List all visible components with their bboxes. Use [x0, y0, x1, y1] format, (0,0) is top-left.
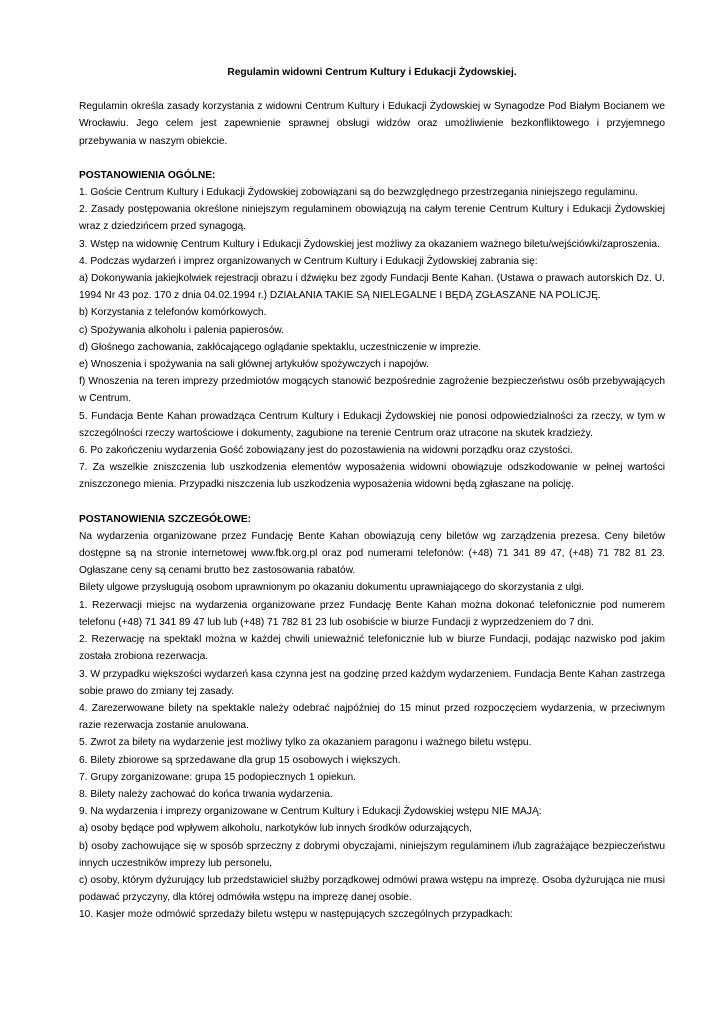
detailed-item: Na wydarzenia organizowane przez Fundację Bente Kahan obowiązują ceny biletów wg zarządzenia prezesa. Ceny biletów dostępne są na stronie internetowej www.fbk.org.pl oraz pod numerami telefonów: (+48) 71 341 89 47, (+48) 71 782 81 23. Ogłaszane ceny są cenami brutto bez zastosowania rabatów.: [79, 530, 665, 577]
document-title: Regulamin widowni Centrum Kultury i Edukacji Żydowskiej.: [227, 67, 517, 78]
detailed-item: c) osoby, którym dyżurujący lub przedstawiciel służby porządkowej odmówi prawa wstępu na imprezę. Osoba dyżurująca nie musi podawać przyczyny, dla której odmówiła wstępu na imprezę danej osobie.: [79, 874, 665, 904]
document-page: [79, 64, 665, 924]
general-provisions-section: [79, 167, 665, 494]
detailed-item: b) osoby zachowujące się w sposób sprzeczny z dobrymi obyczajami, niniejszym regulaminem i/lub zagrażające bezpieczeństwu innych uczestników imprezy lub personelu,: [79, 840, 665, 869]
detailed-provisions-heading: POSTANOWIENIA SZCZEGÓŁOWE:: [79, 513, 252, 525]
detailed-item: 5. Zwrot za bilety na wydarzenie jest możliwy tylko za okazaniem paragonu i ważnego biletu wstępu.: [79, 737, 532, 749]
intro-paragraph: Regulamin określa zasady korzystania z widowni Centrum Kultury i Edukacji Żydowskiej w Synagodze Pod Białym Bocianem we Wrocławiu. Jego celem jest zapewnienie sprawnej obsługi widzów oraz umożliwienie bezkonfliktowego i przyjemnego przebywania w naszym obiekcie.: [79, 101, 665, 147]
detailed-item: 10. Kasjer może odmówić sprzedaży biletu wstępu w następujących szczególnych przypadkach:: [79, 909, 513, 921]
general-item: 1. Goście Centrum Kultury i Edukacji Żydowskiej zobowiązani są do bezwzględnego przestrzegania niniejszego regulaminu.: [79, 187, 638, 199]
detailed-item: 8. Bilety należy zachować do końca trwania wydarzenia.: [79, 788, 333, 800]
general-item: 5. Fundacja Bente Kahan prowadząca Centrum Kultury i Edukacji Żydowskiej nie ponosi odpowiedzialności za rzeczy, w tym w szczególności rzeczy wartościowe i dokumenty, zagubione na terenie Centrum oraz utracone na skutek kradzieży.: [79, 410, 665, 439]
detailed-provisions-section: [79, 511, 665, 924]
general-item: c) Spożywania alkoholu i palenia papierosów.: [79, 324, 285, 336]
detailed-item: 7. Grupy zorganizowane: grupa 15 podopiecznych 1 opiekun.: [79, 771, 356, 783]
general-item: d) Głośnego zachowania, zakłócającego oglądanie spektaklu, uczestniczenie w imprezie.: [79, 341, 482, 353]
general-item: 7. Za wszelkie zniszczenia lub uszkodzenia elementów wyposażenia widowni obowiązuje odszkodowanie w pełnej wartości zniszczonego mienia. Przypadki niszczenia lub uszkodzenia wyposażenia widowni będą zgłaszane na policję.: [79, 462, 665, 491]
general-provisions-heading: POSTANOWIENIA OGÓLNE:: [79, 169, 216, 181]
general-item: f) Wnoszenia na teren imprezy przedmiotów mogących stanowić bezpośrednie zagrożenie bezpieczeństwu osób przebywających w Centrum.: [79, 376, 665, 405]
detailed-item: 4. Zarezerwowane bilety na spektakle należy odebrać najpóźniej do 15 minut przed rozpoczęciem wydarzenia, w przeciwnym razie rezerwacja zostanie anulowana.: [79, 702, 665, 732]
general-item: 6. Po zakończeniu wydarzenia Gość zobowiązany jest do pozostawienia na widowni porządku oraz czystości.: [79, 445, 573, 457]
detailed-item: 9. Na wydarzenia i imprezy organizowane w Centrum Kultury i Edukacji Żydowskiej wstępu NIE MAJĄ:: [79, 806, 542, 818]
detailed-item: 3. W przypadku większości wydarzeń kasa czynna jest na godzinę przed każdym wydarzeniem. Fundacja Bente Kahan zastrzega sobie prawo do zmiany tej zasady.: [79, 668, 665, 697]
detailed-item: 1. Rezerwacji miejsc na wydarzenia organizowane przez Fundację Bente Kahan można dokonać telefonicznie pod numerem telefonu (+48) 71 341 89 47 lub lub (+48) 71 782 81 23 lub osobiście w biurze Fundacji z wyprzedzeniem do 7 dni.: [79, 599, 665, 628]
general-item: b) Korzystania z telefonów komórkowych.: [79, 307, 267, 319]
detailed-item: 6. Bilety zbiorowe są sprzedawane dla grup 15 osobowych i większych.: [79, 754, 401, 766]
detailed-item: 2. Rezerwację na spektakl można w każdej chwili unieważnić telefonicznie lub w biurze Fundacji, podając nazwisko pod jakim została zrobiona rezerwacja.: [79, 634, 665, 663]
detailed-item: Bilety ulgowe przysługują osobom uprawnionym po okazaniu dokumentu uprawniającego do skorzystania z ulgi.: [79, 582, 585, 594]
general-item: a) Dokonywania jakiejkolwiek rejestracji obrazu i dźwięku bez zgody Fundacji Bente Kahan. (Ustawa o prawach autorskich Dz. U. 1994 Nr 43 poz. 170 z dnia 04.02.1994 r.) DZIAŁANIA TAKIE SĄ NIELEGALNE I BĘDĄ ZGŁASZANE NA POLICJĘ.: [79, 273, 665, 302]
detailed-item: a) osoby będące pod wpływem alkoholu, narkotyków lub innych środków odurzających,: [79, 823, 472, 835]
general-item: 4. Podczas wydarzeń i imprez organizowanych w Centrum Kultury i Edukacji Żydowskiej zabrania się:: [79, 255, 538, 267]
general-item: 2. Zasady postępowania określone niniejszym regulaminem obowiązują na całym terenie Centrum Kultury i Edukacji Żydowskiej wraz z dziedzińcem przed synagogą.: [79, 204, 665, 233]
general-item: 3. Wstęp na widownię Centrum Kultury i Edukacji Żydowskiej jest możliwy za okazaniem ważnego biletu/wejściówki/zaproszenia.: [79, 238, 660, 250]
general-item: e) Wnoszenia i spożywania na sali głównej artykułów spożywczych i napojów.: [79, 359, 429, 371]
